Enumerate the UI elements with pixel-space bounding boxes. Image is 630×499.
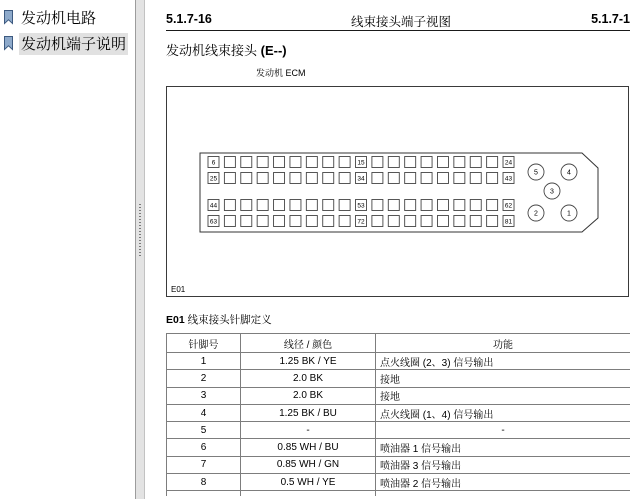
pin-cavity-box [224, 157, 235, 168]
pin-cavity [454, 200, 465, 211]
pin-cavity [503, 216, 514, 227]
pin-cavity [503, 157, 514, 168]
pin-number-label: 62 [504, 202, 513, 210]
section-title [166, 40, 287, 59]
pin-cavity-box [405, 157, 416, 168]
pin-cavity [405, 200, 416, 211]
pin-cavity-box [437, 157, 448, 168]
bookmark-panel [0, 0, 136, 499]
pin-cavity [306, 216, 317, 227]
pin-cavity [487, 216, 498, 227]
pin-cavity [405, 216, 416, 227]
round-terminal-number: 3 [550, 188, 554, 196]
pin-cavity [274, 216, 285, 227]
bookmark-icon [3, 35, 14, 51]
pin-cavity [241, 200, 252, 211]
pin-cavity [437, 157, 448, 168]
round-terminal [528, 205, 544, 221]
cell-pin: 7 [167, 456, 241, 473]
pin-cavity-box [257, 173, 268, 184]
pin-cavity [421, 216, 432, 227]
pin-cavity-box [372, 173, 383, 184]
pin-cavity-box [290, 157, 301, 168]
pin-number-label: 44 [209, 202, 218, 210]
pin-cavity-box [306, 216, 317, 227]
column-header-pin: 针脚号 [167, 334, 241, 353]
pin-cavity-box [470, 157, 481, 168]
table-row-continued [167, 491, 630, 497]
pin-number-label: 34 [357, 175, 365, 183]
cell-pin: 1 [167, 353, 241, 370]
round-terminal-number: 4 [567, 169, 571, 177]
table-row [167, 456, 630, 473]
pin-cavity-box [241, 216, 252, 227]
pin-cavity-box [454, 216, 465, 227]
pin-cavity-box [274, 157, 285, 168]
table-header-row [167, 334, 630, 353]
pin-cavity [257, 173, 268, 184]
pin-cavity [208, 157, 219, 168]
pin-cavity-box [241, 200, 252, 211]
column-header-function: 功能 [376, 334, 630, 353]
pin-cavity [323, 173, 334, 184]
table-row [167, 370, 630, 387]
pin-cavity [241, 216, 252, 227]
pin-cavity [356, 216, 367, 227]
pin-cavity [372, 200, 383, 211]
pin-cavity-box [323, 216, 334, 227]
pin-cavity-box [421, 157, 432, 168]
pin-cavity [388, 216, 399, 227]
pin-cavity [208, 173, 219, 184]
table-row [167, 439, 630, 456]
pin-cavity-box [405, 200, 416, 211]
pin-cavity-box [388, 157, 399, 168]
cell-function: 喷油器 1 信号输出 [376, 439, 630, 456]
bookmark-icon [3, 9, 14, 25]
pin-cavity-box [405, 216, 416, 227]
cell-wire-color: 2.0 BK [241, 387, 376, 404]
pin-cavity [388, 200, 399, 211]
pin-cavity [405, 157, 416, 168]
pin-cavity [290, 200, 301, 211]
round-terminal-number: 2 [534, 210, 538, 218]
pin-cavity-box [339, 200, 350, 211]
pin-cavity [323, 200, 334, 211]
round-terminal [561, 205, 577, 221]
pin-cavity-box [372, 200, 383, 211]
pin-cavity-box [372, 216, 383, 227]
pin-cavity [470, 157, 481, 168]
cell-pin: 8 [167, 474, 241, 491]
cell-pin: 6 [167, 439, 241, 456]
pin-cavity-box [257, 200, 268, 211]
pin-cavity [470, 216, 481, 227]
pin-cavity [487, 173, 498, 184]
pin-cavity [274, 173, 285, 184]
column-header-wire: 线径 / 颜色 [241, 334, 376, 353]
pin-table-title-text: 线束接头针脚定义 [187, 314, 272, 326]
pin-cavity-box [437, 216, 448, 227]
table-body [167, 353, 630, 497]
pin-cavity-box [421, 216, 432, 227]
empty-cell [376, 491, 630, 497]
bookmark-item-engine-terminals[interactable] [0, 33, 135, 55]
pin-cavity [470, 200, 481, 211]
pin-cavity [241, 157, 252, 168]
pin-cavity-box [290, 216, 301, 227]
pin-cavity-box [224, 173, 235, 184]
pin-cavity [323, 216, 334, 227]
cell-wire-color: 0.5 WH / YE [241, 474, 376, 491]
pin-cavity [372, 173, 383, 184]
pin-cavity [487, 200, 498, 211]
pin-cavity-box [274, 216, 285, 227]
pin-cavity-box [454, 173, 465, 184]
pin-cavity [339, 157, 350, 168]
pin-cavity-box [487, 200, 498, 211]
cell-wire-color: 0.85 WH / BU [241, 439, 376, 456]
table-row [167, 353, 630, 370]
bookmark-label: 发动机端子说明 [21, 35, 127, 53]
empty-cell [167, 491, 241, 497]
cell-function: 点火线圈 (1、4) 信号输出 [376, 404, 630, 421]
table-row [167, 422, 630, 439]
pin-cavity [437, 173, 448, 184]
pin-cavity [306, 157, 317, 168]
pin-cavity-box [421, 200, 432, 211]
pin-cavity [503, 173, 514, 184]
pin-cavity [224, 173, 235, 184]
pin-cavity-box [454, 200, 465, 211]
section-title-code: (E--) [260, 43, 287, 58]
pin-cavity-box [470, 173, 481, 184]
pin-number-label: 81 [504, 218, 513, 226]
pin-cavity [356, 173, 367, 184]
pin-cavity [339, 200, 350, 211]
pin-cavity [208, 216, 219, 227]
pin-cavity [454, 157, 465, 168]
pin-cavity [257, 200, 268, 211]
round-terminal-number: 1 [567, 210, 571, 218]
pin-cavity [421, 173, 432, 184]
pin-cavity-box [241, 173, 252, 184]
round-terminal [528, 164, 544, 180]
pin-cavity [290, 216, 301, 227]
pin-cavity-box [274, 200, 285, 211]
pin-cavity [257, 216, 268, 227]
pin-cavity [421, 157, 432, 168]
pin-cavity [224, 157, 235, 168]
pin-cavity [372, 157, 383, 168]
pin-cavity-box [388, 216, 399, 227]
pin-number-label: 43 [504, 175, 513, 183]
pin-cavity-box [405, 173, 416, 184]
cell-wire-color: - [241, 422, 376, 439]
cell-pin: 4 [167, 404, 241, 421]
cell-function: 接地 [376, 387, 630, 404]
pin-cavity [339, 173, 350, 184]
page-header-title: 线束接头端子视图 [351, 15, 452, 29]
pin-cavity [224, 200, 235, 211]
cell-wire-color: 2.0 BK [241, 370, 376, 387]
header-divider [166, 30, 630, 31]
cell-pin: 2 [167, 370, 241, 387]
pin-number-label: 53 [357, 202, 365, 210]
connector-frame-label: E01 [171, 285, 186, 294]
pin-number-label: 25 [209, 175, 218, 183]
splitter-grip-icon [139, 204, 141, 256]
cell-wire-color: 1.25 BK / BU [241, 404, 376, 421]
pin-cavity-box [372, 157, 383, 168]
pin-cavity-box [470, 216, 481, 227]
table-row [167, 474, 630, 491]
pin-cavity [372, 216, 383, 227]
cell-pin: 3 [167, 387, 241, 404]
cell-function: 接地 [376, 370, 630, 387]
pin-cavity [274, 157, 285, 168]
pin-cavity [290, 157, 301, 168]
pin-cavity [224, 216, 235, 227]
pin-cavity-box [224, 216, 235, 227]
pin-cavity [388, 173, 399, 184]
cell-wire-color: 1.25 BK / YE [241, 353, 376, 370]
pin-cavity [356, 200, 367, 211]
pin-cavity [339, 216, 350, 227]
pin-cavity-box [241, 157, 252, 168]
round-terminal [561, 164, 577, 180]
pin-cavity-box [388, 200, 399, 211]
pin-cavity-box [306, 200, 317, 211]
pin-cavity [257, 157, 268, 168]
pin-cavity [437, 200, 448, 211]
pin-cavity-box [487, 157, 498, 168]
connector-caption: 发动机 ECM [256, 68, 306, 78]
pin-cavity [454, 216, 465, 227]
pin-cavity-box [290, 200, 301, 211]
pin-table-title [166, 312, 272, 327]
table-row [167, 404, 630, 421]
pin-cavity-box [323, 157, 334, 168]
pin-cavity [388, 157, 399, 168]
pin-cavity-box [437, 173, 448, 184]
document-page [145, 0, 630, 499]
pin-cavity [487, 157, 498, 168]
pin-number-label: 63 [209, 218, 218, 226]
pin-cavity [290, 173, 301, 184]
empty-cell [241, 491, 376, 497]
pin-cavity [356, 157, 367, 168]
pin-cavity-box [339, 157, 350, 168]
bookmark-label: 发动机电路 [21, 9, 97, 27]
pin-cavity-box [257, 157, 268, 168]
pin-cavity-box [339, 216, 350, 227]
pin-cavity [470, 173, 481, 184]
pin-cavity-box [306, 157, 317, 168]
cell-wire-color: 0.85 WH / GN [241, 456, 376, 473]
pin-cavity [503, 200, 514, 211]
pin-cavity [208, 200, 219, 211]
page-number-left: 5.1.7-16 [166, 12, 212, 26]
pin-cavity-box [323, 173, 334, 184]
pin-table-title-code: E01 [166, 314, 185, 326]
cell-pin: 5 [167, 422, 241, 439]
pin-cavity [421, 200, 432, 211]
connector-diagram [195, 148, 605, 238]
pin-number-label: 15 [357, 159, 365, 167]
table-row [167, 387, 630, 404]
pin-cavity-box [306, 173, 317, 184]
pin-cavity-box [388, 173, 399, 184]
pin-cavity-box [487, 216, 498, 227]
pin-cavity-box [339, 173, 350, 184]
pin-cavity-box [323, 200, 334, 211]
pin-cavity [306, 200, 317, 211]
pin-cavity-box [421, 173, 432, 184]
bookmark-item-engine-circuit[interactable] [0, 7, 135, 29]
page-number-right: 5.1.7-1 [591, 12, 630, 26]
pin-cavity [437, 216, 448, 227]
pin-cavity-box [470, 200, 481, 211]
pin-number-label: 24 [504, 159, 513, 167]
pin-cavity [306, 173, 317, 184]
section-title-text: 发动机线束接头 [166, 43, 258, 58]
pin-cavity-box [487, 173, 498, 184]
pin-definition-table [166, 333, 630, 496]
cell-function: - [376, 422, 630, 439]
pin-cavity-box [224, 200, 235, 211]
cell-function: 喷油器 2 信号输出 [376, 474, 630, 491]
pin-cavity-box [257, 216, 268, 227]
panel-splitter[interactable] [136, 0, 145, 499]
pin-cavity [405, 173, 416, 184]
pin-cavity [274, 200, 285, 211]
pin-cavity-box [274, 173, 285, 184]
pin-number-label: 72 [357, 218, 365, 226]
pin-cavity-box [437, 200, 448, 211]
pin-number-label: 6 [211, 159, 216, 167]
pin-cavity [323, 157, 334, 168]
cell-function: 喷油器 3 信号输出 [376, 456, 630, 473]
pin-cavity-box [454, 157, 465, 168]
pin-cavity-box [290, 173, 301, 184]
pin-cavity [241, 173, 252, 184]
round-terminal-number: 5 [534, 169, 538, 177]
pin-cavity [454, 173, 465, 184]
round-terminal [544, 183, 560, 199]
cell-function: 点火线圈 (2、3) 信号输出 [376, 353, 630, 370]
